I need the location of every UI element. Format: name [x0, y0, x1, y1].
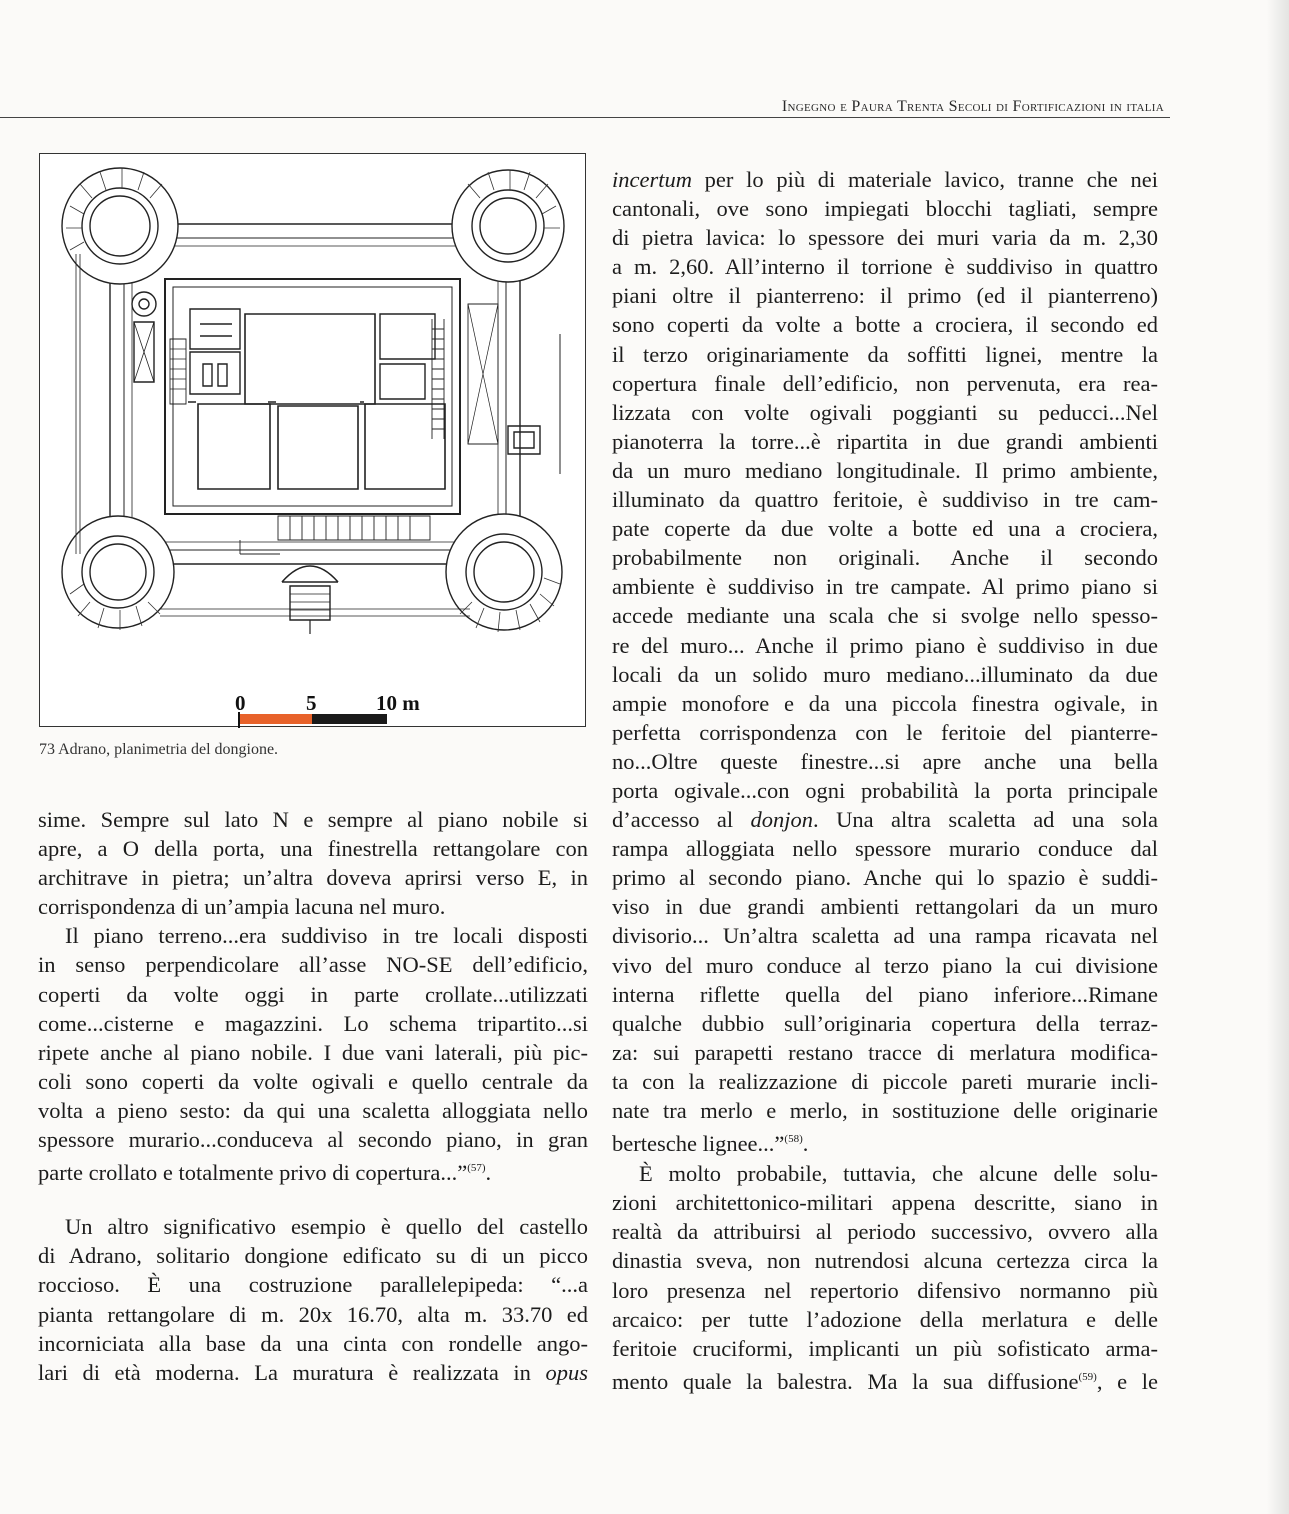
text-line: ripete anche al piano nobile. I due vani laterali, più pic-	[38, 1039, 588, 1065]
south-stair	[240, 516, 430, 554]
text-line: viso in due grandi ambienti rettangolari da un muro	[612, 894, 1158, 920]
text-line: arcaico: per tutte l’adozione della merlatura e delle	[612, 1306, 1158, 1332]
text-line: come...cisterne e magazzini. Lo schema tripartito...si	[38, 1010, 588, 1036]
right-column-text	[612, 165, 1158, 1392]
text-line: coperti da volte oggi in parte crollate...utilizzati	[38, 981, 588, 1007]
scale-label-0: 0	[235, 691, 246, 715]
left-column-text	[38, 805, 588, 1387]
text-line: Il piano terreno...era suddiviso in tre locali disposti	[65, 923, 588, 949]
text-line: no...Oltre queste finestre...si apre anche una bella	[612, 748, 1158, 774]
text-line: mento quale la balestra. Ma la sua diffusione$^{(59)}$, e le	[612, 1368, 1158, 1394]
text-line: cantonali, ove sono impiegati blocchi tagliati, sempre	[612, 196, 1158, 222]
corner-bastion-se	[446, 514, 562, 630]
text-line: accede mediante una scala che si svolge nello spesso-	[612, 603, 1158, 629]
paragraph-gap	[38, 1183, 588, 1212]
text-line: il terzo originariamente da soffitti lignei, mentre la	[612, 341, 1158, 367]
text-line: ta con la realizzazione di piccole pareti murarie incli-	[612, 1068, 1158, 1094]
text-line: realtà da attribuirsi al periodo successivo, ovvero alla	[612, 1219, 1158, 1245]
footnote-ref: (59)	[1078, 1370, 1097, 1383]
text-line: ampie monofore e da una piccola finestra ogivale, in	[612, 690, 1158, 716]
text-line: illuminato da quattro feritoie, è suddiviso in tre cam-	[612, 487, 1158, 513]
text-line: coli sono coperti da volte ogivali e quello centrale da	[38, 1068, 588, 1094]
running-header: Ingegno e Paura Trenta Secoli di Fortificazioni in italia	[781, 98, 1164, 115]
text-line: pianoterra la torre...è ripartita in due grandi ambienti	[612, 428, 1158, 454]
text-line: perfetta corrispondenza con le feritoie del pianterre-	[612, 719, 1158, 745]
figure-caption: 73 Adrano, planimetria del dongione.	[39, 741, 279, 758]
scale-segment-5-10	[312, 714, 387, 724]
text-line: divisorio... Un’altra scaletta ad una rampa ricavata nel	[612, 923, 1158, 949]
text-line: copertura finale dell’edificio, non pervenuta, era rea-	[612, 370, 1158, 396]
scale-segment-0-5	[239, 714, 312, 724]
text-line: Un altro significativo esempio è quello del castello	[65, 1214, 588, 1240]
text-line: in senso perpendicolare all’asse NO-SE dell’edificio,	[38, 952, 588, 978]
text-line: di pietra lavica: lo spessore dei muri varia da m. 2,30	[612, 225, 1158, 251]
scale-bar	[235, 691, 420, 728]
footnote-ref: (58)	[784, 1133, 803, 1146]
text-line: dinastia sveva, non nutrendosi alcuna certezza circa la	[612, 1248, 1158, 1274]
scale-label-5: 5	[306, 691, 317, 715]
text-line: lari di età moderna. La muratura è realizzata in opus	[38, 1359, 588, 1385]
text-line: re del muro... Anche il primo piano è suddiviso in due	[612, 632, 1158, 658]
text-line: apre, a O della porta, una finestrella rettangolare con	[38, 836, 588, 862]
corner-bastion-ne	[452, 170, 564, 282]
text-line: loro presenza nel repertorio difensivo normanno più	[612, 1277, 1158, 1303]
floor-plan-drawing	[40, 154, 587, 728]
text-line: vivo del muro conduce al terzo piano la cui divisione	[612, 952, 1158, 978]
text-line: pianta rettangolare di m. 20x 16.70, alta m. 33.70 ed	[38, 1301, 588, 1327]
text-line: a m. 2,60. All’interno il torrione è suddiviso in quattro	[612, 254, 1158, 280]
text-line: È molto probabile, tuttavia, che alcune delle solu-	[639, 1161, 1158, 1187]
gate-arch	[282, 566, 338, 582]
header-rule	[0, 117, 1170, 118]
text-line: probabilmente non originali. Anche il secondo	[612, 545, 1158, 571]
text-line: zioni architettonico-militari appena descritte, siano in	[612, 1190, 1158, 1216]
floor-plan-figure	[39, 153, 586, 727]
scale-label-10: 10 m	[376, 691, 420, 715]
text-line: nate tra merlo e merlo, in sostituzione delle originarie	[612, 1098, 1158, 1123]
text-line: za: sui parapetti restano tracce di merlatura modifica-	[612, 1039, 1158, 1065]
text-line: bertesche lignee...”$^{(58)}$.	[612, 1131, 809, 1157]
text-line: rampa alloggiata nello spessore murario conduce dal	[612, 836, 1158, 862]
text-line: parte crollato e totalmente privo di copertura...”$^{(57)}$.	[38, 1160, 492, 1186]
text-line: sono coperti da volte a botte a crociera, il secondo ed	[612, 312, 1158, 338]
text-line: sime. Sempre sul lato N e sempre al piano nobile si	[38, 807, 588, 832]
text-line: feritoie cruciformi, implicanti un più sofisticato arma-	[612, 1335, 1158, 1361]
text-line: lizzata con volte ogivali poggianti su peducci...Nel	[612, 399, 1158, 425]
text-line: volta a pieno sesto: da qui una scaletta alloggiata nello	[38, 1097, 588, 1123]
text-line: incertum per lo più di materiale lavico, tranne che nei	[612, 167, 1158, 192]
text-line: interna riflette quella del piano inferiore...Rimane	[612, 981, 1158, 1007]
page-edge-shadow	[1267, 0, 1289, 1514]
text-line: ambiente è suddiviso in tre campate. Al primo piano si	[612, 574, 1158, 600]
text-line: corrispondenza di un’ampia lacuna nel muro.	[38, 894, 446, 920]
text-line: qualche dubbio sull’originaria copertura della terraz-	[612, 1010, 1158, 1036]
text-line: pate coperte da due volte a botte ed una a crociera,	[612, 516, 1158, 542]
text-line: di Adrano, solitario dongione edificato su di un picco	[38, 1243, 588, 1269]
text-line: primo al secondo piano. Anche qui lo spazio è suddi-	[612, 865, 1158, 891]
text-line: architrave in pietra; un’altra doveva aprirsi verso E, in	[38, 865, 588, 891]
text-line: porta ogivale...con ogni probabilità la porta principale	[612, 777, 1158, 803]
text-line: incorniciata alla base da una cinta con rondelle ango-	[38, 1330, 588, 1356]
text-line: locali da un solido muro mediano...illuminato da due	[612, 661, 1158, 687]
text-line: piani oltre il pianterreno: il primo (ed il pianterreno)	[612, 283, 1158, 309]
text-line: roccioso. È una costruzione parallelepipeda: “...a	[38, 1272, 588, 1298]
text-line: d’accesso al donjon. Una altra scaletta ad una sola	[612, 807, 1158, 833]
text-line: spessore murario...conduceva al secondo piano, in gran	[38, 1127, 588, 1153]
spiral-stair	[132, 292, 156, 316]
text-line: da un muro mediano longitudinale. Il primo ambiente,	[612, 457, 1158, 483]
gate-stair	[290, 586, 330, 620]
footnote-ref: (57)	[467, 1162, 486, 1175]
